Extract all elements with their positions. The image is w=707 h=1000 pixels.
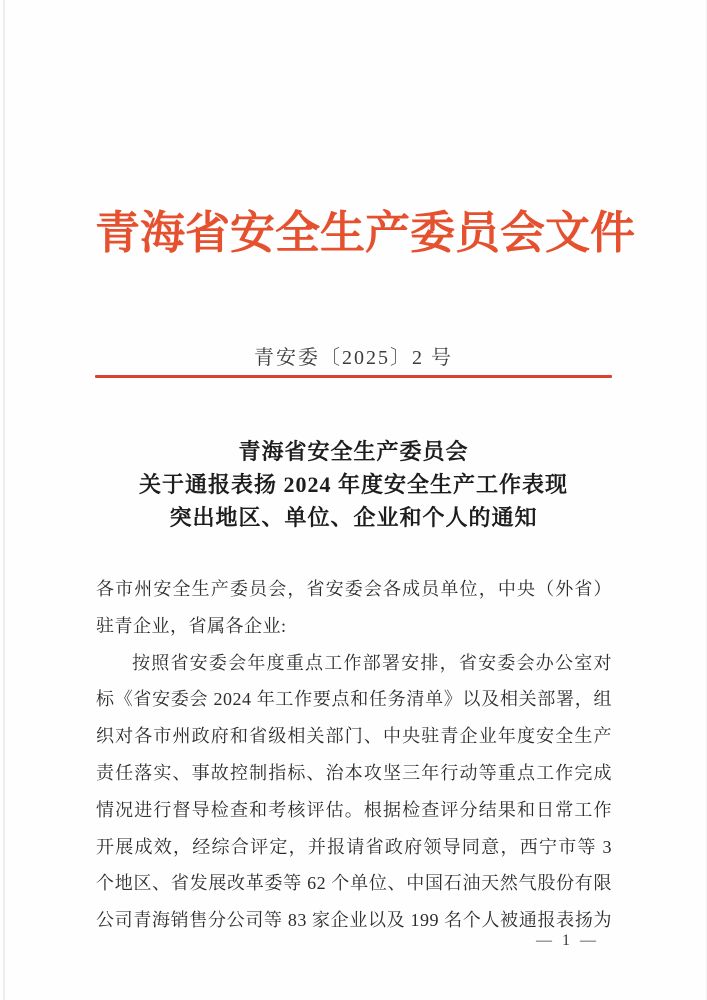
body-text-line: 公司青海销售分公司等 83 家企业以及 199 名个人被通报表扬为 — [96, 910, 612, 931]
body-text-line: 责任落实、事故控制指标、治本攻坚三年行动等重点工作完成 — [96, 762, 612, 783]
body-text-line: 标《省安委会 2024 年工作要点和任务清单》以及相关部署，组 — [96, 689, 612, 710]
body-text-line: 织对各市州政府和省级相关部门、中央驻青企业年度安全生产 — [96, 726, 612, 747]
letterhead-red-title: 青海省安全生产委员会文件 — [95, 208, 636, 258]
page-number: — 1 — — [536, 932, 599, 949]
body-text-line: 驻青企业，省属各企业: — [96, 615, 287, 636]
red-divider-line — [95, 375, 612, 378]
body-text-line: 情况进行督导检查和考核评估。根据检查评分结果和日常工作 — [96, 799, 612, 820]
document-title — [50, 435, 657, 534]
body-text-line: 个地区、省发展改革委等 62 个单位、中国石油天然气股份有限 — [96, 873, 612, 894]
body-text-line: 各市州安全生产委员会，省安委会各成员单位，中央（外省） — [96, 579, 612, 599]
document-title-line-3: 突出地区、单位、企业和个人的通知 — [169, 505, 538, 530]
document-title-line-2: 关于通报表扬 2024 年度安全生产工作表现 — [138, 472, 568, 497]
body-text-line: 开展成效，经综合评定，并报请省政府领导同意，西宁市等 3 — [96, 836, 612, 857]
document-body — [96, 571, 612, 939]
scan-edge-left — [3, 0, 5, 1000]
document-number: 青安委〔2025〕2 号 — [254, 347, 453, 369]
document-title-line-1: 青海省安全生产委员会 — [238, 439, 469, 464]
body-text-line: 按照省安委会年度重点工作部署安排，省安委会办公室对 — [132, 652, 612, 673]
